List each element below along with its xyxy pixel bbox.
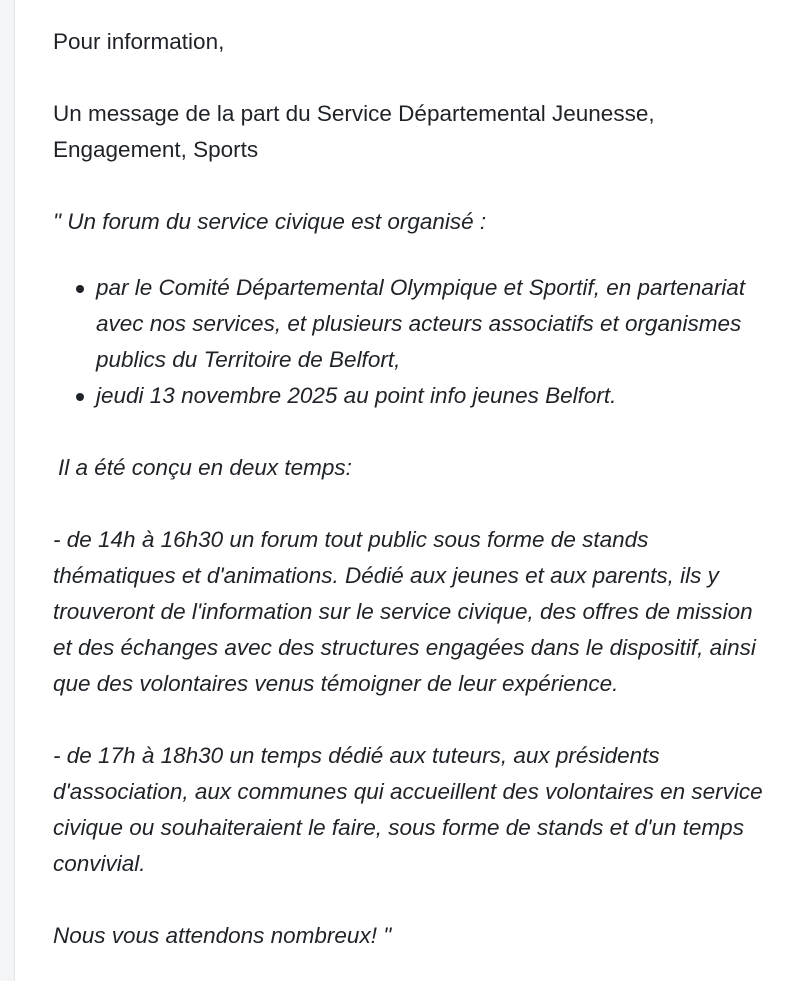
closing-text: Nous vous attendons nombreux! ": [53, 923, 392, 948]
session-2-paragraph: - de 17h à 18h30 un temps dédié aux tuteurs, aux présidents d'association, aux communes qui accueillent des volontaires en service civique ou souhaiteraient le faire, sous forme de stands et d'un temps convivial.: [53, 743, 763, 876]
event-details-list: [53, 270, 773, 414]
list-item: par le Comité Départemental Olympique et Sportif, en partenariat avec nos services, et plusieurs acteurs associatifs et organismes publics du Territoire de Belfort,: [96, 270, 773, 378]
greeting-text: Pour information,: [53, 29, 225, 54]
session-1-paragraph: - de 14h à 16h30 un forum tout public sous forme de stands thématiques et d'animations. Dédié aux jeunes et aux parents, ils y trouveront de l'information sur le service civique, des offres de mission et des échanges avec des structures engagées dans le dispositif, ainsi que des volontaires venus témoigner de leur expérience.: [53, 527, 756, 696]
quote-opening: " Un forum du service civique est organisé :: [53, 209, 487, 234]
list-item: jeudi 13 novembre 2025 au point info jeunes Belfort.: [96, 378, 773, 414]
email-body: [53, 24, 773, 954]
email-message-panel: [14, 0, 791, 981]
two-times-heading: Il a été conçu en deux temps:: [58, 455, 352, 480]
intro-paragraph: Un message de la part du Service Départemental Jeunesse, Engagement, Sports: [53, 101, 655, 162]
